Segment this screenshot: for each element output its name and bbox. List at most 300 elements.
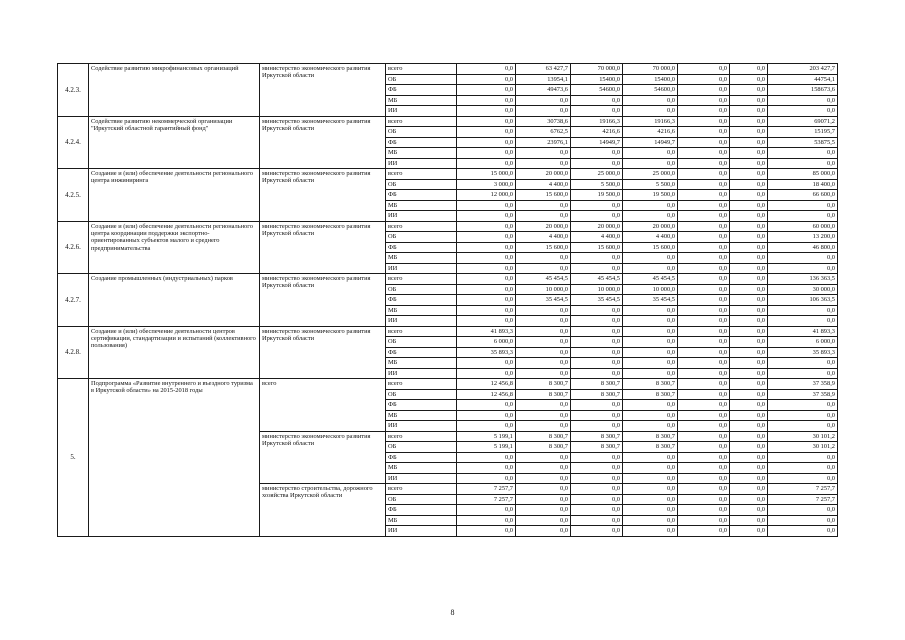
amount-cell: 37 358,9 xyxy=(768,389,838,400)
amount-cell: 0,0 xyxy=(768,505,838,516)
amount-cell: 60 000,0 xyxy=(768,221,838,232)
funding-source: МБ xyxy=(386,305,457,316)
amount-cell: 19166,3 xyxy=(571,116,623,127)
amount-cell: 15400,0 xyxy=(623,74,678,85)
amount-cell: 3 000,0 xyxy=(457,179,516,190)
amount-cell: 7 257,7 xyxy=(457,484,516,495)
amount-cell: 0,0 xyxy=(768,421,838,432)
amount-cell: 4 400,0 xyxy=(623,232,678,243)
amount-cell: 8 300,7 xyxy=(623,389,678,400)
funding-source: всего xyxy=(386,326,457,337)
amount-cell: 0,0 xyxy=(730,148,768,159)
amount-cell: 0,0 xyxy=(730,295,768,306)
amount-cell: 0,0 xyxy=(730,400,768,411)
amount-cell: 19166,3 xyxy=(623,116,678,127)
amount-cell: 6 000,0 xyxy=(768,337,838,348)
amount-cell: 0,0 xyxy=(678,379,730,390)
amount-cell: 0,0 xyxy=(623,148,678,159)
amount-cell: 0,0 xyxy=(457,158,516,169)
amount-cell: 0,0 xyxy=(623,200,678,211)
amount-cell: 37 358,9 xyxy=(768,379,838,390)
item-number: 4.2.6. xyxy=(58,221,89,274)
amount-cell: 0,0 xyxy=(571,400,623,411)
amount-cell: 45 454,5 xyxy=(623,274,678,285)
amount-cell: 0,0 xyxy=(457,421,516,432)
amount-cell: 0,0 xyxy=(571,484,623,495)
amount-cell: 8 300,7 xyxy=(516,442,571,453)
amount-cell: 0,0 xyxy=(516,347,571,358)
amount-cell: 14949,7 xyxy=(623,137,678,148)
amount-cell: 0,0 xyxy=(457,85,516,96)
amount-cell: 0,0 xyxy=(516,400,571,411)
amount-cell: 0,0 xyxy=(730,179,768,190)
amount-cell: 0,0 xyxy=(457,200,516,211)
amount-cell: 4 400,0 xyxy=(516,232,571,243)
amount-cell: 0,0 xyxy=(678,253,730,264)
amount-cell: 0,0 xyxy=(730,221,768,232)
amount-cell: 0,0 xyxy=(457,253,516,264)
amount-cell: 0,0 xyxy=(623,463,678,474)
amount-cell: 8 300,7 xyxy=(516,431,571,442)
amount-cell: 0,0 xyxy=(457,515,516,526)
amount-cell: 0,0 xyxy=(457,505,516,516)
amount-cell: 0,0 xyxy=(457,368,516,379)
funding-source: ФБ xyxy=(386,400,457,411)
amount-cell: 25 000,0 xyxy=(571,169,623,180)
amount-cell: 0,0 xyxy=(730,505,768,516)
amount-cell: 106 363,5 xyxy=(768,295,838,306)
funding-source: ФБ xyxy=(386,295,457,306)
amount-cell: 0,0 xyxy=(457,95,516,106)
amount-cell: 0,0 xyxy=(623,316,678,327)
amount-cell: 0,0 xyxy=(623,211,678,222)
amount-cell: 0,0 xyxy=(730,337,768,348)
amount-cell: 0,0 xyxy=(623,473,678,484)
amount-cell: 0,0 xyxy=(730,127,768,138)
amount-cell: 35 454,5 xyxy=(516,295,571,306)
amount-cell: 0,0 xyxy=(678,400,730,411)
amount-cell: 0,0 xyxy=(730,190,768,201)
amount-cell: 0,0 xyxy=(516,515,571,526)
amount-cell: 0,0 xyxy=(516,337,571,348)
amount-cell: 19 500,0 xyxy=(623,190,678,201)
amount-cell: 0,0 xyxy=(678,515,730,526)
amount-cell: 0,0 xyxy=(623,158,678,169)
funding-source: ФБ xyxy=(386,190,457,201)
amount-cell: 0,0 xyxy=(768,148,838,159)
amount-cell: 0,0 xyxy=(516,253,571,264)
amount-cell: 0,0 xyxy=(623,358,678,369)
amount-cell: 0,0 xyxy=(623,95,678,106)
amount-cell: 7 257,7 xyxy=(457,494,516,505)
amount-cell: 15195,7 xyxy=(768,127,838,138)
amount-cell: 0,0 xyxy=(516,158,571,169)
amount-cell: 0,0 xyxy=(768,316,838,327)
amount-cell: 0,0 xyxy=(457,232,516,243)
amount-cell: 0,0 xyxy=(678,190,730,201)
amount-cell: 66 600,0 xyxy=(768,190,838,201)
amount-cell: 0,0 xyxy=(768,400,838,411)
item-description: Содействие развитию микрофинансовых организаций xyxy=(89,64,260,117)
amount-cell: 8 300,7 xyxy=(623,379,678,390)
amount-cell: 35 454,5 xyxy=(623,295,678,306)
amount-cell: 0,0 xyxy=(730,494,768,505)
amount-cell: 0,0 xyxy=(730,526,768,537)
amount-cell: 0,0 xyxy=(678,137,730,148)
amount-cell: 19 500,0 xyxy=(571,190,623,201)
amount-cell: 0,0 xyxy=(730,326,768,337)
funding-source: ФБ xyxy=(386,505,457,516)
responsible-executor: министерство экономического развития Иркутской области xyxy=(260,431,386,484)
funding-source: ФБ xyxy=(386,452,457,463)
amount-cell: 0,0 xyxy=(516,326,571,337)
amount-cell: 8 300,7 xyxy=(623,431,678,442)
amount-cell: 13 200,0 xyxy=(768,232,838,243)
amount-cell: 0,0 xyxy=(623,326,678,337)
amount-cell: 8 300,7 xyxy=(516,389,571,400)
amount-cell: 18 400,0 xyxy=(768,179,838,190)
amount-cell: 0,0 xyxy=(571,316,623,327)
amount-cell: 0,0 xyxy=(571,200,623,211)
funding-source: МБ xyxy=(386,253,457,264)
amount-cell: 10 000,0 xyxy=(571,284,623,295)
amount-cell: 0,0 xyxy=(623,106,678,117)
amount-cell: 0,0 xyxy=(768,368,838,379)
funding-source: ИИ xyxy=(386,106,457,117)
table-row xyxy=(58,116,838,127)
amount-cell: 0,0 xyxy=(730,85,768,96)
funding-source: ФБ xyxy=(386,85,457,96)
amount-cell: 0,0 xyxy=(516,148,571,159)
amount-cell: 203 427,7 xyxy=(768,64,838,75)
amount-cell: 4216,6 xyxy=(623,127,678,138)
amount-cell: 0,0 xyxy=(678,421,730,432)
amount-cell: 0,0 xyxy=(730,137,768,148)
amount-cell: 0,0 xyxy=(623,305,678,316)
amount-cell: 0,0 xyxy=(457,148,516,159)
amount-cell: 0,0 xyxy=(571,421,623,432)
amount-cell: 0,0 xyxy=(678,211,730,222)
amount-cell: 0,0 xyxy=(678,463,730,474)
amount-cell: 0,0 xyxy=(730,368,768,379)
amount-cell: 0,0 xyxy=(457,106,516,117)
amount-cell: 0,0 xyxy=(678,284,730,295)
amount-cell: 53875,5 xyxy=(768,137,838,148)
item-number: 4.2.5. xyxy=(58,169,89,222)
responsible-executor: министерство экономического развития Иркутской области xyxy=(260,274,386,327)
amount-cell: 0,0 xyxy=(457,463,516,474)
amount-cell: 0,0 xyxy=(623,263,678,274)
amount-cell: 0,0 xyxy=(571,253,623,264)
amount-cell: 0,0 xyxy=(457,64,516,75)
amount-cell: 0,0 xyxy=(457,473,516,484)
funding-source: всего xyxy=(386,116,457,127)
amount-cell: 0,0 xyxy=(571,410,623,421)
amount-cell: 7 257,7 xyxy=(768,494,838,505)
amount-cell: 20 000,0 xyxy=(516,169,571,180)
amount-cell: 0,0 xyxy=(516,473,571,484)
amount-cell: 0,0 xyxy=(457,358,516,369)
amount-cell: 0,0 xyxy=(730,74,768,85)
amount-cell: 0,0 xyxy=(623,410,678,421)
amount-cell: 0,0 xyxy=(516,463,571,474)
amount-cell: 5 500,0 xyxy=(623,179,678,190)
item-description: Создание и (или) обеспечение деятельности регионального центра инжиниринга xyxy=(89,169,260,222)
amount-cell: 0,0 xyxy=(457,284,516,295)
item-description: Создание и (или) обеспечение деятельности регионального центра координации поддержки экспортно-ориентированных субъектов малого и среднего предпринимательства xyxy=(89,221,260,274)
amount-cell: 0,0 xyxy=(678,95,730,106)
amount-cell: 0,0 xyxy=(730,284,768,295)
item-description: Подпрограмма «Развитие внутреннего и въездного туризма в Иркутской области» на 2015-2018 годы xyxy=(89,379,260,537)
table-row xyxy=(58,64,838,75)
amount-cell: 44754,1 xyxy=(768,74,838,85)
amount-cell: 15 600,0 xyxy=(623,242,678,253)
amount-cell: 0,0 xyxy=(730,442,768,453)
amount-cell: 70 000,0 xyxy=(571,64,623,75)
amount-cell: 12 456,8 xyxy=(457,379,516,390)
amount-cell: 49473,6 xyxy=(516,85,571,96)
amount-cell: 0,0 xyxy=(768,263,838,274)
amount-cell: 0,0 xyxy=(516,421,571,432)
amount-cell: 158673,6 xyxy=(768,85,838,96)
amount-cell: 0,0 xyxy=(678,263,730,274)
amount-cell: 0,0 xyxy=(516,263,571,274)
amount-cell: 4 400,0 xyxy=(571,232,623,243)
amount-cell: 0,0 xyxy=(516,484,571,495)
amount-cell: 0,0 xyxy=(730,431,768,442)
amount-cell: 0,0 xyxy=(730,169,768,180)
amount-cell: 0,0 xyxy=(516,368,571,379)
amount-cell: 0,0 xyxy=(623,452,678,463)
amount-cell: 25 000,0 xyxy=(623,169,678,180)
funding-source: ОБ xyxy=(386,179,457,190)
amount-cell: 0,0 xyxy=(623,347,678,358)
amount-cell: 0,0 xyxy=(730,473,768,484)
amount-cell: 0,0 xyxy=(623,526,678,537)
funding-source: ОБ xyxy=(386,74,457,85)
amount-cell: 0,0 xyxy=(768,410,838,421)
amount-cell: 0,0 xyxy=(730,389,768,400)
amount-cell: 0,0 xyxy=(768,253,838,264)
funding-source: ОБ xyxy=(386,442,457,453)
amount-cell: 0,0 xyxy=(730,263,768,274)
amount-cell: 0,0 xyxy=(678,127,730,138)
amount-cell: 0,0 xyxy=(571,473,623,484)
amount-cell: 0,0 xyxy=(516,505,571,516)
amount-cell: 0,0 xyxy=(457,116,516,127)
amount-cell: 0,0 xyxy=(678,337,730,348)
amount-cell: 0,0 xyxy=(678,431,730,442)
amount-cell: 0,0 xyxy=(678,64,730,75)
amount-cell: 0,0 xyxy=(730,463,768,474)
amount-cell: 0,0 xyxy=(730,242,768,253)
amount-cell: 14949,7 xyxy=(571,137,623,148)
amount-cell: 0,0 xyxy=(678,452,730,463)
amount-cell: 0,0 xyxy=(571,505,623,516)
page-number: 8 xyxy=(450,608,455,617)
amount-cell: 0,0 xyxy=(571,326,623,337)
amount-cell: 8 300,7 xyxy=(571,431,623,442)
funding-source: ОБ xyxy=(386,232,457,243)
funding-source: ИИ xyxy=(386,473,457,484)
amount-cell: 0,0 xyxy=(571,305,623,316)
funding-source: всего xyxy=(386,431,457,442)
amount-cell: 10 000,0 xyxy=(516,284,571,295)
amount-cell: 30738,6 xyxy=(516,116,571,127)
funding-source: всего xyxy=(386,484,457,495)
amount-cell: 0,0 xyxy=(516,410,571,421)
amount-cell: 0,0 xyxy=(730,274,768,285)
amount-cell: 0,0 xyxy=(678,179,730,190)
amount-cell: 15 600,0 xyxy=(516,242,571,253)
funding-source: ИИ xyxy=(386,211,457,222)
amount-cell: 0,0 xyxy=(768,473,838,484)
responsible-executor: всего xyxy=(260,379,386,432)
item-number: 4.2.7. xyxy=(58,274,89,327)
amount-cell: 0,0 xyxy=(516,494,571,505)
amount-cell: 20 000,0 xyxy=(516,221,571,232)
amount-cell: 0,0 xyxy=(768,200,838,211)
funding-source: ИИ xyxy=(386,263,457,274)
amount-cell: 85 000,0 xyxy=(768,169,838,180)
amount-cell: 0,0 xyxy=(678,85,730,96)
amount-cell: 0,0 xyxy=(516,200,571,211)
amount-cell: 10 000,0 xyxy=(623,284,678,295)
amount-cell: 0,0 xyxy=(623,515,678,526)
amount-cell: 0,0 xyxy=(678,169,730,180)
amount-cell: 8 300,7 xyxy=(623,442,678,453)
amount-cell: 0,0 xyxy=(730,106,768,117)
amount-cell: 0,0 xyxy=(678,505,730,516)
amount-cell: 0,0 xyxy=(730,158,768,169)
amount-cell: 20 000,0 xyxy=(571,221,623,232)
funding-source: всего xyxy=(386,64,457,75)
amount-cell: 0,0 xyxy=(571,337,623,348)
amount-cell: 0,0 xyxy=(678,442,730,453)
amount-cell: 0,0 xyxy=(516,305,571,316)
amount-cell: 0,0 xyxy=(730,421,768,432)
item-number: 4.2.8. xyxy=(58,326,89,379)
amount-cell: 0,0 xyxy=(457,127,516,138)
amount-cell: 15 600,0 xyxy=(571,242,623,253)
amount-cell: 0,0 xyxy=(730,211,768,222)
funding-source: МБ xyxy=(386,148,457,159)
amount-cell: 0,0 xyxy=(571,494,623,505)
funding-source: МБ xyxy=(386,200,457,211)
amount-cell: 0,0 xyxy=(571,526,623,537)
amount-cell: 0,0 xyxy=(457,263,516,274)
amount-cell: 0,0 xyxy=(730,316,768,327)
amount-cell: 0,0 xyxy=(768,452,838,463)
amount-cell: 0,0 xyxy=(730,116,768,127)
amount-cell: 12 456,8 xyxy=(457,389,516,400)
budget-table xyxy=(57,63,838,537)
amount-cell: 0,0 xyxy=(457,316,516,327)
amount-cell: 0,0 xyxy=(571,158,623,169)
responsible-executor: министерство экономического развития Иркутской области xyxy=(260,116,386,169)
amount-cell: 0,0 xyxy=(730,484,768,495)
amount-cell: 0,0 xyxy=(457,295,516,306)
amount-cell: 0,0 xyxy=(516,452,571,463)
amount-cell: 35 893,3 xyxy=(457,347,516,358)
table-row xyxy=(58,379,838,390)
table-row xyxy=(58,221,838,232)
amount-cell: 30 101,2 xyxy=(768,431,838,442)
funding-source: ОБ xyxy=(386,389,457,400)
responsible-executor: министерство экономического развития Иркутской области xyxy=(260,64,386,117)
amount-cell: 0,0 xyxy=(457,242,516,253)
amount-cell: 8 300,7 xyxy=(516,379,571,390)
amount-cell: 0,0 xyxy=(678,221,730,232)
amount-cell: 15 600,0 xyxy=(516,190,571,201)
amount-cell: 0,0 xyxy=(623,368,678,379)
amount-cell: 0,0 xyxy=(768,463,838,474)
amount-cell: 54600,0 xyxy=(571,85,623,96)
funding-source: МБ xyxy=(386,358,457,369)
amount-cell: 0,0 xyxy=(678,368,730,379)
amount-cell: 0,0 xyxy=(457,526,516,537)
amount-cell: 0,0 xyxy=(571,452,623,463)
item-description: Создание и (или) обеспечение деятельности центров сертификации, стандартизации и испытаний (коллективного пользования) xyxy=(89,326,260,379)
amount-cell: 70 000,0 xyxy=(623,64,678,75)
amount-cell: 6762,5 xyxy=(516,127,571,138)
amount-cell: 0,0 xyxy=(678,305,730,316)
amount-cell: 0,0 xyxy=(571,347,623,358)
item-number: 4.2.4. xyxy=(58,116,89,169)
amount-cell: 0,0 xyxy=(678,494,730,505)
amount-cell: 13954,1 xyxy=(516,74,571,85)
amount-cell: 0,0 xyxy=(678,473,730,484)
funding-source: МБ xyxy=(386,410,457,421)
amount-cell: 0,0 xyxy=(457,137,516,148)
funding-source: МБ xyxy=(386,463,457,474)
amount-cell: 0,0 xyxy=(678,116,730,127)
amount-cell: 0,0 xyxy=(768,211,838,222)
amount-cell: 0,0 xyxy=(623,421,678,432)
amount-cell: 0,0 xyxy=(730,358,768,369)
amount-cell: 0,0 xyxy=(623,494,678,505)
amount-cell: 54600,0 xyxy=(623,85,678,96)
amount-cell: 0,0 xyxy=(730,200,768,211)
amount-cell: 0,0 xyxy=(571,106,623,117)
funding-source: ФБ xyxy=(386,242,457,253)
amount-cell: 0,0 xyxy=(678,200,730,211)
amount-cell: 0,0 xyxy=(516,316,571,327)
amount-cell: 8 300,7 xyxy=(571,389,623,400)
amount-cell: 0,0 xyxy=(768,95,838,106)
amount-cell: 0,0 xyxy=(571,463,623,474)
amount-cell: 0,0 xyxy=(678,358,730,369)
funding-source: ОБ xyxy=(386,494,457,505)
amount-cell: 0,0 xyxy=(768,358,838,369)
item-description: Создание промышленных (индустриальных) парков xyxy=(89,274,260,327)
amount-cell: 41 893,3 xyxy=(457,326,516,337)
amount-cell: 0,0 xyxy=(516,95,571,106)
amount-cell: 12 000,0 xyxy=(457,190,516,201)
amount-cell: 0,0 xyxy=(678,295,730,306)
amount-cell: 0,0 xyxy=(571,95,623,106)
amount-cell: 7 257,7 xyxy=(768,484,838,495)
amount-cell: 0,0 xyxy=(457,410,516,421)
amount-cell: 23976,1 xyxy=(516,137,571,148)
amount-cell: 0,0 xyxy=(623,400,678,411)
amount-cell: 30 101,2 xyxy=(768,442,838,453)
table-row xyxy=(58,326,838,337)
amount-cell: 46 800,0 xyxy=(768,242,838,253)
funding-source: ОБ xyxy=(386,127,457,138)
amount-cell: 0,0 xyxy=(678,106,730,117)
amount-cell: 0,0 xyxy=(678,148,730,159)
